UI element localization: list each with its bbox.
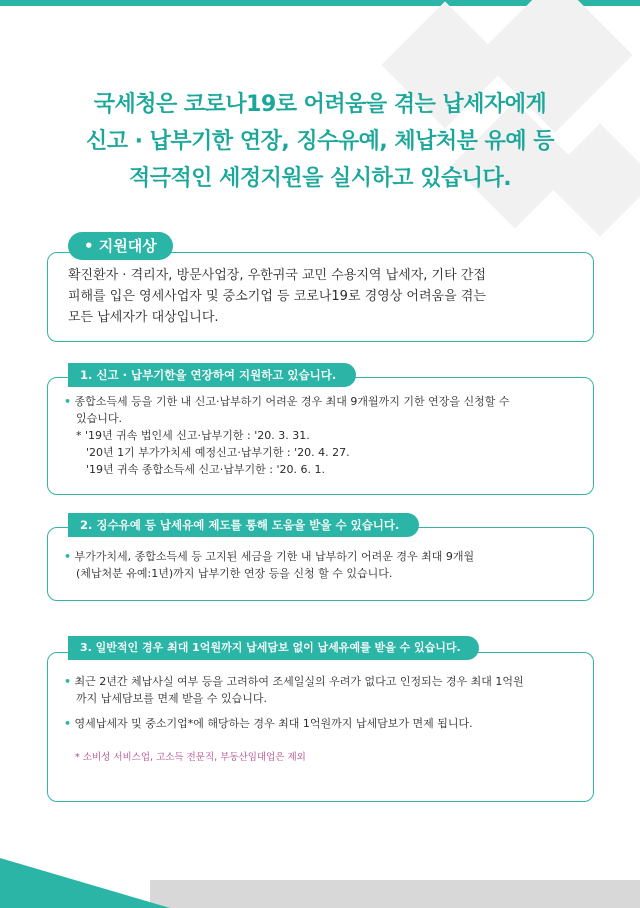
section3-text: 영세납세자 및 중소기업*에 해당하는 경우 최대 1억원까지 납세담보가 면제 됩니다.	[74, 717, 473, 730]
section3-bullet	[64, 715, 584, 732]
deadline-item: '20년 1기 부가가치세 예정신고·납부기한 : '20. 4. 27.	[86, 446, 350, 459]
target-line: 피해를 입은 영세사업자 및 중소기업 등 코로나19로 경영상 어려움을 겪는	[68, 289, 486, 304]
section2-text: (체납처분 유예:1년)까지 납부기한 연장 등을 신청 할 수 있습니다.	[76, 567, 393, 580]
section1-text: 종합소득세 등을 기한 내 신고·납부하기 어려운 경우 최대 9개월까지 기한 연장을 신청할 수	[74, 395, 510, 408]
deadline-item: '19년 귀속 종합소득세 신고·납부기한 : '20. 6. 1.	[86, 463, 325, 476]
headline	[0, 86, 640, 197]
section3-text: 까지 납세담보를 면제 받을 수 있습니다.	[76, 692, 267, 705]
headline-line: 국세청은 코로나19로 어려움을 겪는 납세자에게	[93, 92, 547, 117]
footer-gray-band	[150, 880, 640, 908]
bullet-dot: •	[64, 675, 72, 688]
section2-text: 부가가치세, 종합소득세 등 고지된 세금을 기한 내 납부하기 어려운 경우 최대 9개월	[74, 550, 475, 563]
section1-tab: 1. 신고 · 납부기한을 연장하여 지원하고 있습니다.	[68, 363, 356, 387]
headline-line: 신고 · 납부기한 연장, 징수유예, 체납처분 유예 등	[86, 129, 554, 154]
bullet-dot: •	[64, 717, 72, 730]
target-line: 모든 납세자가 대상입니다.	[68, 310, 219, 325]
target-line: 확진환자 · 격리자, 방문사업장, 우한귀국 교민 수용지역 납세자, 기타 간접	[68, 268, 486, 283]
section3-bullet	[64, 673, 584, 707]
section2-tab: 2. 징수유예 등 납세유예 제도를 통해 도움을 받을 수 있습니다.	[68, 513, 419, 537]
section3-text: 최근 2년간 체납사실 여부 등을 고려하여 조세일실의 우려가 없다고 인정되는 경우 최대 1억원	[74, 675, 524, 688]
target-tab: • 지원대상	[68, 232, 173, 260]
section3-tab: 3. 일반적인 경우 최대 1억원까지 납세담보 없이 납세유예를 받을 수 있습니다.	[68, 636, 479, 660]
exclusion-note: * 소비성 서비스업, 고소득 전문직, 부동산임대업은 제외	[75, 752, 306, 763]
bullet-dot: •	[64, 395, 72, 408]
target-text	[68, 265, 588, 328]
bullet-dot: •	[64, 550, 72, 563]
headline-line: 적극적인 세정지원을 실시하고 있습니다.	[128, 166, 512, 191]
section1-text: 있습니다.	[76, 412, 123, 425]
section2-bullet	[64, 548, 584, 582]
deadline-item: * '19년 귀속 법인세 신고·납부기한 : '20. 3. 31.	[76, 429, 310, 442]
footer-accent-triangle	[0, 858, 170, 908]
section1-bullet	[64, 393, 584, 478]
